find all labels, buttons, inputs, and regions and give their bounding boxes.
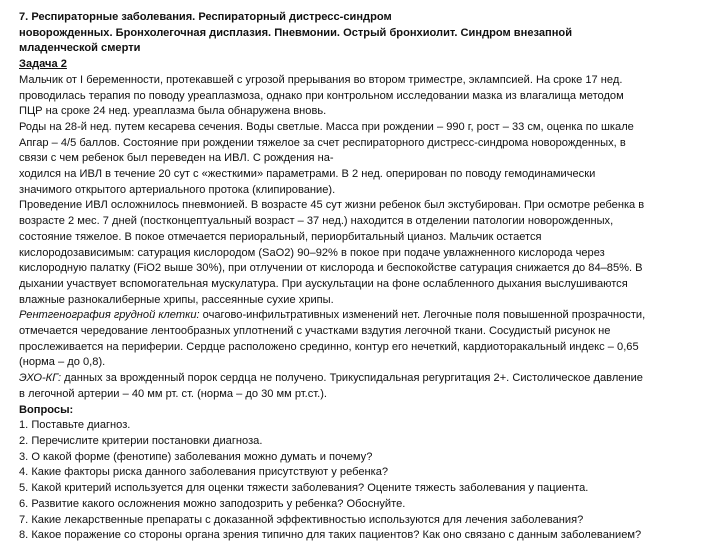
body-line: состояние тяжелое. В покое отмечается периоральный, периорбитальный цианоз. Мальчик остается (19, 230, 542, 243)
question-item: 2. Перечислите критерии постановки диагноза. (19, 434, 263, 447)
body-line: значимого открытого артериального протока (клипирование). (19, 183, 336, 196)
title-line: младенческой смерти (19, 42, 141, 55)
body-line: ПЦР на сроке 24 нед. уреаплазма была обнаружена вновь. (19, 105, 327, 118)
questions-heading: Вопросы: (19, 403, 74, 416)
question-item: 6. Развитие какого осложнения можно заподозрить у ребенка? Обоснуйте. (19, 497, 406, 510)
xray-first-line (19, 308, 703, 324)
question-item: 3. О какой форме (фенотипе) заболевания можно думать и почему? (19, 450, 373, 463)
echo-findings (19, 371, 703, 402)
echo-line: в легочной артерии – 40 мм рт. ст. (норма – до 30 мм рт.ст.). (19, 387, 327, 400)
body-line: Роды на 28-й нед. путем кесарева сечения. Воды светлые. Масса при рождении – 990 г, рост – 33 см, оценка по шкале (19, 120, 634, 133)
echo-first-line (19, 371, 703, 387)
body-line: проводилась терапия по поводу уреаплазмоза, однако при контрольном исследовании мазка из влагалища методом (19, 89, 624, 102)
task-label: Задача 2 (19, 58, 67, 71)
question-item: 1. Поставьте диагноз. (19, 419, 131, 432)
xray-text: очагово-инфильтративных изменений нет. Легочные поля повышенной прозрачности, (199, 309, 646, 322)
body-line: Апгар – 4/5 баллов. Состояние при рождении тяжелое за счет респираторного дистресс-синдрома новорожденных, в (19, 136, 626, 149)
question-item: 4. Какие факторы риска данного заболевания присутствуют у ребенка? (19, 466, 389, 479)
document-page (19, 10, 703, 544)
title-line: 7. Респираторные заболевания. Респираторный дистресс-синдром (19, 11, 392, 23)
xray-line: (норма – до 0,8). (19, 356, 106, 369)
body-line: связи с чем ребенок был переведен на ИВЛ. С рождения на- (19, 152, 334, 165)
xray-line: отмечается чередование лентообразных уплотнений с участками вздутия легочной ткани. Сосудистый рисунок не (19, 325, 611, 338)
question-item: 5. Какой критерий используется для оценки тяжести заболевания? Оцените тяжесть заболевания у пациента. (19, 482, 589, 495)
body-line: влажные разнокалиберные хрипы, рассеянные сухие хрипы. (19, 293, 334, 306)
body-line: кислородозависимым: сатурация кислородом (SaO2) 90–92% в покое при подаче увлажненного кислорода через (19, 246, 605, 259)
case-description (19, 73, 703, 309)
xray-line: прослеживается на периферии. Сердце расположено срединно, контур его нечеткий, кардиоторакальный индекс – 0,65 (19, 340, 639, 353)
body-line: кислородную палатку (FiO2 выше 30%), при отлучении от кислорода и беспокойстве сатурация снижается до 84–85%. В (19, 262, 643, 275)
body-line: дыхании участвует вспомогательная мускулатура. При аускультации на фоне ослабленного дыхания выслушиваются (19, 277, 628, 290)
body-line: возрасте 2 мес. 7 дней (постконцептуальный возраст – 37 нед.) находится в отделении патологии новорожденных, (19, 215, 614, 228)
title-line: новорожденных. Бронхолегочная дисплазия. Пневмонии. Острый бронхиолит. Синдром внезапной (19, 26, 573, 39)
question-item: 8. Какое поражение со стороны органа зрения типично для таких пациентов? Как оно связано с данным заболеванием? (19, 529, 642, 542)
xray-label: Рентгенография грудной клетки: (19, 309, 200, 322)
questions-section (19, 403, 703, 544)
body-line: ходился на ИВЛ в течение 20 сут с «жесткими» параметрами. В 2 нед. оперирован по поводу гемодинамически (19, 168, 596, 181)
xray-findings (19, 308, 703, 371)
question-item: 7. Какие лекарственные препараты с доказанной эффективностью используются для лечения заболевания? (19, 513, 584, 526)
section-title (19, 10, 703, 57)
body-line: Мальчик от I беременности, протекавшей с угрозой прерывания во втором триместре, эклампсией. На сроке 17 нед. (19, 73, 623, 86)
body-line: Проведение ИВЛ осложнилось пневмонией. В возрасте 45 сут жизни ребенок был экстубирован. При осмотре ребенка в (19, 199, 645, 212)
echo-text: данных за врожденный порок сердца не получено. Трикуспидальная регургитация 2+. Систолическое давление (61, 372, 643, 385)
echo-label: ЭХО-КГ: (19, 372, 62, 385)
